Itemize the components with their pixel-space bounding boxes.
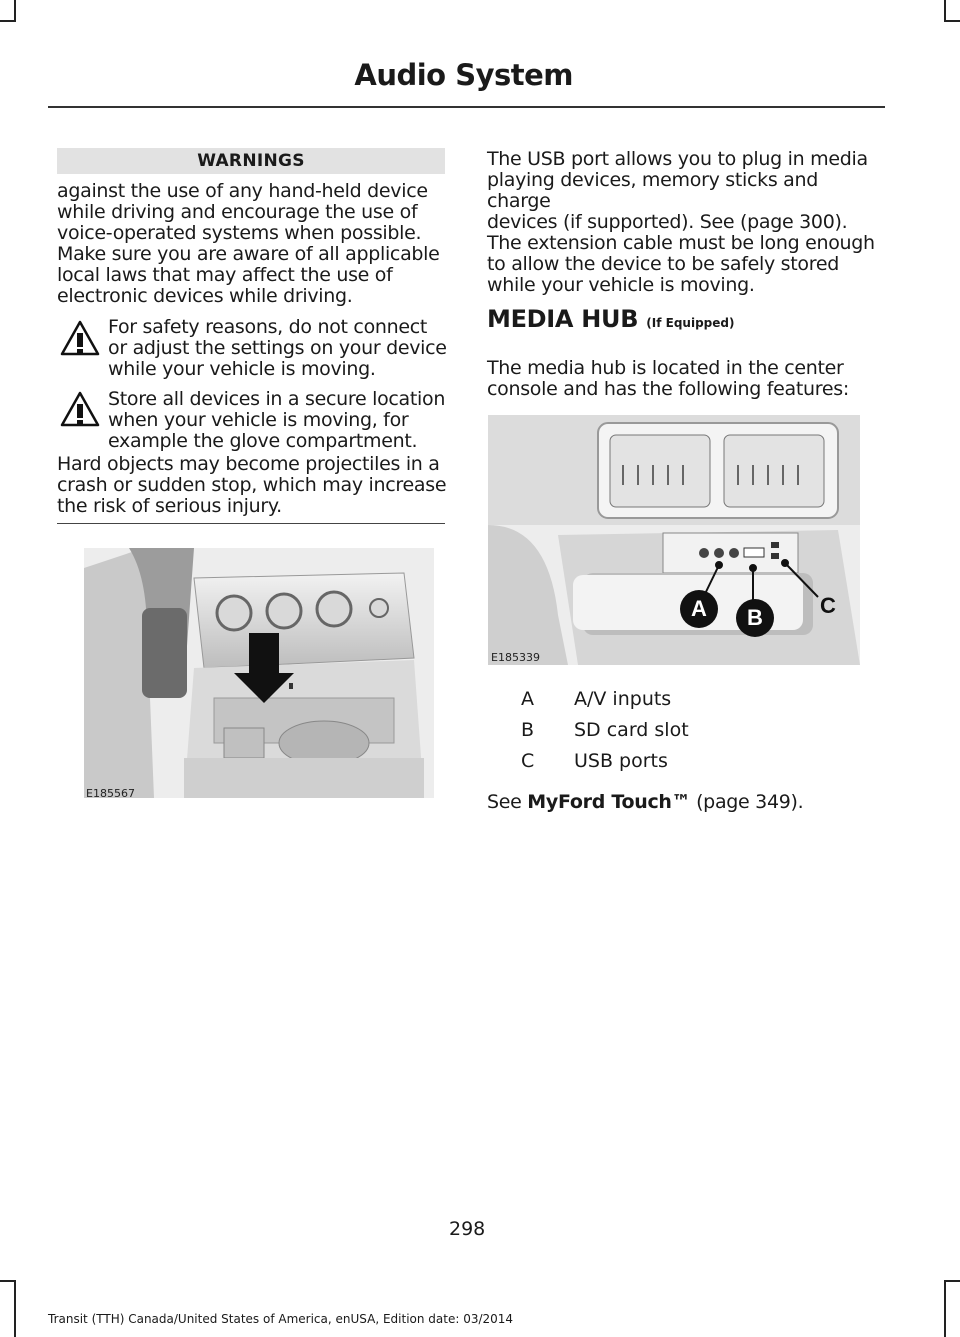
callout-c: C <box>820 593 836 618</box>
text-line: against the use of any hand-held device <box>57 180 428 202</box>
heading-qualifier: (If Equipped) <box>646 316 735 330</box>
warnings-heading: WARNINGS <box>57 148 445 174</box>
callout-a: A <box>680 590 718 628</box>
warnings-end-rule <box>57 523 445 524</box>
crop-mark <box>14 1282 16 1337</box>
callout-b: B <box>736 599 774 637</box>
crop-mark <box>944 1280 960 1282</box>
warning-2-text <box>108 389 453 452</box>
text-line: while your vehicle is moving. <box>108 358 376 380</box>
text-line: or adjust the settings on your device <box>108 337 447 359</box>
media-hub-intro <box>487 358 887 400</box>
text-line: Make sure you are aware of all applicable <box>57 243 440 265</box>
header-rule <box>48 106 885 108</box>
text-line: to allow the device to be safely stored <box>487 253 839 275</box>
warning-1-text <box>108 317 453 380</box>
media-hub-illustration <box>488 415 860 665</box>
legend-text: A/V inputs <box>574 688 672 710</box>
text-line: electronic devices while driving. <box>57 285 353 307</box>
text-line: For safety reasons, do not connect <box>108 316 428 338</box>
crop-mark <box>944 1282 946 1337</box>
page-title: Audio System <box>354 58 573 92</box>
crop-mark <box>0 20 16 22</box>
legend-key: A <box>521 688 534 710</box>
warning-2-continued-text <box>57 454 452 517</box>
heading-text: MEDIA HUB <box>487 305 639 333</box>
text-line: The media hub is located in the center <box>487 357 844 379</box>
page-number: 298 <box>449 1218 486 1240</box>
text-line: devices (if supported). See (page 300). <box>487 211 848 233</box>
see-suffix: (page 349). <box>690 791 804 813</box>
text-line: The extension cable must be long enough <box>487 232 875 254</box>
text-line: example the glove compartment. <box>108 430 418 452</box>
warning-continued-text <box>57 181 452 307</box>
legend-text: SD card slot <box>574 719 689 741</box>
console-illustration <box>84 548 434 798</box>
usb-paragraph <box>487 149 887 296</box>
legend-text: USB ports <box>574 750 668 772</box>
see-prefix: See <box>487 791 528 813</box>
figure-code: E185567 <box>86 787 135 800</box>
text-line: local laws that may affect the use of <box>57 264 393 286</box>
warning-triangle-icon <box>60 320 100 356</box>
text-line: while driving and encourage the use of <box>57 201 418 223</box>
text-line: the risk of serious injury. <box>57 495 282 517</box>
text-line: while your vehicle is moving. <box>487 274 755 296</box>
see-reference <box>487 792 803 813</box>
text-line: The USB port allows you to plug in media <box>487 148 868 170</box>
text-line: voice-operated systems when possible. <box>57 222 422 244</box>
warning-triangle-icon <box>60 391 100 427</box>
crop-mark <box>0 1280 16 1282</box>
legend-key: B <box>521 719 535 741</box>
text-line: when your vehicle is moving, for <box>108 409 409 431</box>
legend-key: C <box>521 750 535 772</box>
crop-mark <box>944 20 960 22</box>
text-line: console and has the following features: <box>487 378 849 400</box>
text-line: Store all devices in a secure location <box>108 388 446 410</box>
text-line: Hard objects may become projectiles in a <box>57 453 440 475</box>
text-line: playing devices, memory sticks and charge <box>487 169 819 212</box>
section-heading <box>487 305 734 333</box>
edition-footer: Transit (TTH) Canada/United States of America, enUSA, Edition date: 03/2014 <box>48 1312 514 1326</box>
text-line: crash or sudden stop, which may increase <box>57 474 447 496</box>
figure-code: E185339 <box>491 651 540 664</box>
crop-mark <box>14 0 16 22</box>
cross-reference-link[interactable]: MyFord Touch™ <box>527 791 691 813</box>
crop-mark <box>944 0 946 22</box>
